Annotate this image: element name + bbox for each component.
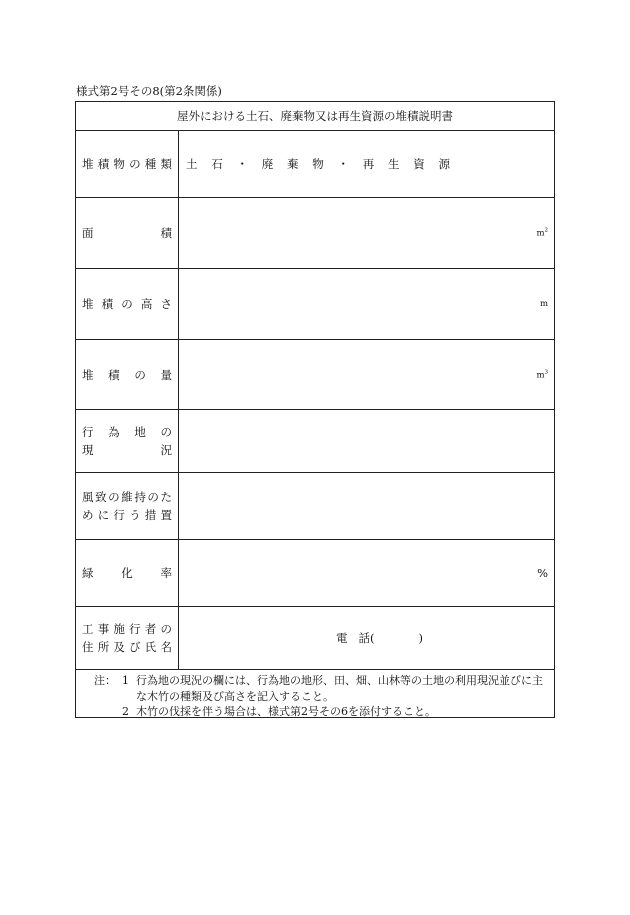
unit-meter: m (539, 299, 548, 309)
label-char: に (97, 508, 110, 522)
label-char: 緑 (82, 566, 94, 580)
unit-cubic-meter (536, 369, 548, 380)
label-char: 所 (97, 640, 110, 654)
label-char: 行 (113, 508, 125, 522)
label-char: 持 (134, 490, 146, 504)
note-text: 木竹の伐採を伴う場合は、様式第2号その6を添付すること。 (136, 705, 436, 718)
label-char: 及 (113, 640, 125, 654)
material-type-options (186, 156, 450, 172)
label-char: 高 (140, 297, 153, 311)
row-greenery-rate (76, 540, 554, 607)
unit-square-meter (536, 228, 548, 239)
label-char: う (129, 508, 141, 522)
type-char: 再 (362, 157, 375, 171)
label-char: 積 (160, 226, 172, 240)
label-scenery-measures (76, 473, 179, 539)
notes-prefix: 注： (94, 674, 116, 687)
unit-percent: % (537, 566, 548, 580)
label-height (76, 269, 179, 339)
row-height (76, 269, 554, 340)
label-char: 名 (160, 640, 172, 654)
note-item (76, 704, 554, 720)
label-char: の (108, 490, 120, 504)
label-char: 況 (160, 443, 172, 457)
note-item (76, 673, 554, 704)
type-char: 石 (211, 157, 223, 171)
label-contractor (76, 607, 179, 669)
row-volume (76, 340, 554, 410)
type-char: 廃 (261, 157, 274, 171)
unit-base: m (536, 228, 545, 239)
notes-section (76, 670, 554, 718)
form-table (75, 101, 555, 718)
label-char: 化 (121, 566, 133, 580)
type-char: 資 (413, 157, 425, 171)
phone-label-char: 電 (336, 631, 348, 645)
label-char: 致 (95, 490, 107, 504)
label-char: の (147, 490, 159, 504)
label-char: 面 (82, 226, 94, 240)
label-char: 維 (121, 490, 133, 504)
type-char: 土 (186, 157, 198, 171)
label-char: 堆 (82, 297, 94, 311)
type-char: 棄 (287, 157, 299, 171)
label-char: 措 (144, 508, 157, 522)
label-char: 行 (82, 425, 94, 439)
label-char: 置 (160, 508, 172, 522)
unit-exponent: 3 (544, 369, 548, 375)
label-char: 地 (134, 425, 146, 439)
row-scenery-measures (76, 473, 554, 540)
label-char: め (82, 508, 94, 522)
value-contractor[interactable] (179, 607, 554, 669)
label-char: 積 (108, 367, 120, 382)
label-char: 行 (129, 622, 141, 636)
label-char: の (160, 622, 172, 636)
row-site-status (76, 410, 554, 473)
label-char: 者 (144, 622, 157, 636)
phone-label-close: ) (418, 631, 423, 645)
label-greenery-rate (76, 540, 179, 606)
type-separator: ・ (337, 157, 349, 171)
label-char: 積 (97, 157, 110, 171)
unit-base: m (536, 370, 545, 380)
note-text: 行為地の現況の欄には、行為地の地形、田、畑、山林等の土地の利用現況並びに主な木竹の種類及び高さを記入すること。 (136, 674, 543, 703)
label-char: の (160, 425, 172, 439)
type-char: 源 (438, 157, 450, 171)
form-title: 屋外における土石、廃棄物又は再生資源の堆積説明書 (177, 109, 453, 123)
label-char: 積 (101, 297, 114, 311)
value-greenery-rate[interactable] (179, 540, 554, 606)
label-volume (76, 340, 179, 409)
value-site-status[interactable] (179, 410, 554, 472)
label-area (76, 198, 179, 268)
form-number: 様式第2号その8(第2条関係) (76, 84, 222, 98)
phone-label-open: 話( (358, 631, 375, 645)
note-number: 1 (122, 674, 129, 687)
label-char: 為 (108, 425, 120, 439)
label-char: 種 (144, 157, 157, 171)
label-char: 施 (113, 622, 125, 636)
value-material-type[interactable] (179, 131, 554, 197)
label-char: 風 (82, 490, 94, 504)
row-material-type (76, 131, 554, 198)
phone-field[interactable] (336, 630, 423, 646)
label-char: 堆 (82, 367, 94, 382)
type-char: 物 (312, 157, 324, 171)
label-char: 工 (82, 622, 94, 636)
label-material-type (76, 131, 179, 197)
value-scenery-measures[interactable] (179, 473, 554, 539)
value-height[interactable] (179, 269, 554, 339)
note-number: 2 (122, 705, 129, 718)
label-char: 堆 (82, 157, 94, 171)
label-char: 量 (160, 367, 172, 382)
value-area[interactable] (179, 198, 554, 268)
label-char: 類 (160, 157, 172, 171)
label-char: た (160, 490, 172, 504)
type-separator: ・ (236, 157, 248, 171)
label-char: 物 (113, 157, 125, 171)
label-char: 現 (82, 443, 94, 457)
value-volume[interactable] (179, 340, 554, 409)
label-char: 住 (82, 640, 94, 654)
label-char: の (134, 367, 146, 382)
label-char: の (121, 297, 133, 311)
label-char: 率 (160, 566, 172, 580)
label-char: の (129, 157, 141, 171)
label-char: 氏 (144, 640, 157, 654)
label-char: 事 (97, 622, 110, 636)
type-char: 生 (388, 157, 400, 171)
label-char: さ (160, 297, 172, 311)
row-contractor (76, 607, 554, 670)
unit-exponent: 2 (544, 227, 548, 234)
row-area (76, 198, 554, 269)
label-site-status (76, 410, 179, 472)
label-char: び (129, 640, 141, 654)
form-title-row (76, 102, 554, 131)
